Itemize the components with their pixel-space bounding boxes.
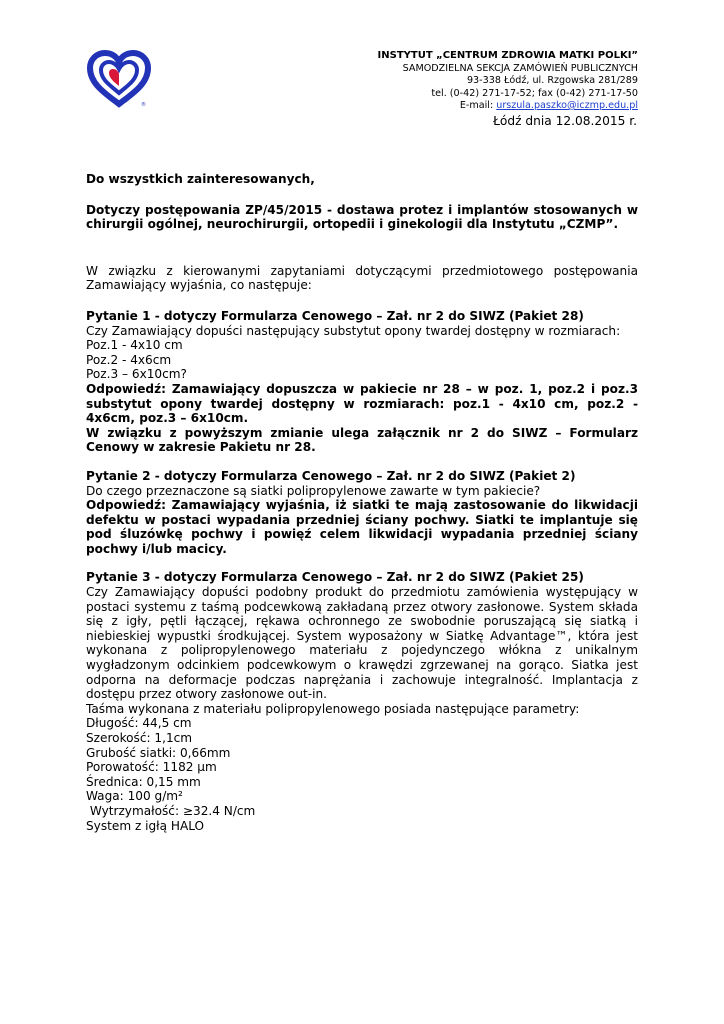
parameter-width: Szerokość: 1,1cm — [86, 731, 193, 745]
email-link[interactable]: urszula.paszko@iczmp.edu.pl — [496, 100, 638, 111]
email-line — [378, 100, 638, 113]
parameters-intro: Taśma wykonana z materiału polipropylenowego posiada następujące parametry: — [86, 701, 580, 716]
document-date: Łódź dnia 12.08.2015 r. — [493, 114, 637, 128]
parameter-weight: Waga: 100 g/m² — [86, 789, 183, 804]
parameter-porosity: Porowatość: 1182 µm — [86, 760, 217, 775]
institution-name: INSTYTUT „CENTRUM ZDROWIA MATKI POLKI” — [377, 50, 638, 61]
parameter-strength: Wytrzymałość: ≥32.4 N/cm — [86, 803, 256, 818]
svg-text:®: ® — [141, 102, 146, 108]
question-1-item: Poz.1 - 4x10 cm — [86, 338, 183, 353]
subject: Dotyczy postępowania ZP/45/2015 - dostawa protez i implantów stosowanych w chirurgii ogólnej, neurochirurgii, ortopedii i ginekologii dla Instytutu „CZMP”. — [86, 202, 638, 232]
question-1-item: Poz.2 - 4x6cm — [86, 352, 172, 367]
letterhead — [378, 50, 638, 113]
parameter-length: Długość: 44,5 cm — [86, 716, 192, 731]
parameter-system: System z igłą HALO — [86, 818, 205, 833]
question-2-text: Do czego przeznaczone są siatki polipropylenowe zawarte w tym pakiecie? — [86, 483, 541, 498]
question-3-title: Pytanie 3 - dotyczy Formularza Cenowego – Zał. nr 2 do SIWZ (Pakiet 25) — [86, 570, 584, 585]
parameter-thickness: Grubość siatki: 0,66mm — [86, 745, 231, 760]
answer-1-note: W związku z powyższym zmianie ulega załącznik nr 2 do SIWZ – Formularz Cenowy w zakresie Pakietu nr 28. — [86, 425, 638, 455]
document-body — [86, 172, 638, 833]
address: 93-338 Łódź, ul. Rzgowska 281/289 — [466, 75, 638, 86]
question-1-item: Poz.3 – 6x10cm? — [86, 367, 187, 382]
question-2-title: Pytanie 2 - dotyczy Formularza Cenowego – Zał. nr 2 do SIWZ (Pakiet 2) — [86, 468, 576, 483]
question-1-title: Pytanie 1 - dotyczy Formularza Cenowego – Zał. nr 2 do SIWZ (Pakiet 28) — [86, 308, 584, 323]
section-name: SAMODZIELNA SEKCJA ZAMÓWIEŃ PUBLICZNYCH — [402, 62, 638, 74]
phone-fax: tel. (0-42) 271-17-52; fax (0-42) 271-17-50 — [431, 87, 638, 99]
heart-logo-icon — [86, 50, 152, 108]
intro-paragraph: W związku z kierowanymi zapytaniami dotyczącymi przedmiotowego postępowania Zamawiający wyjaśnia, co następuje: — [86, 263, 638, 293]
answer-1: Odpowiedź: Zamawiający dopuszcza w pakiecie nr 28 – w poz. 1, poz.2 i poz.3 substytut opony twardej dostępny w rozmiarach: poz.1 - 4x10 cm, poz.2 - 4x6cm, poz.3 – 6x10cm. — [86, 381, 638, 426]
question-1-text: Czy Zamawiający dopuści następujący substytut opony twardej dostępny w rozmiarach: — [86, 323, 621, 338]
institute-logo — [86, 50, 152, 108]
question-3-text: Czy Zamawiający dopuści podobny produkt do przedmiotu zamówienia występujący w postaci systemu z taśmą podcewkową zakładaną przez otwory zasłonowe. System składa się z igły, pętli łączącej, rękawa ochronnego ze swobodnie poruszającą się siatką i niebieskiej wypustki środkującej. System wyposażony w Siatkę Advantage™, która jest wykonana z polipropylenowego materiału z pojedynczego włókna z unikalnym wygładzonym odcinkiem podcewkowym o krawędzi zgrzewanej na gorąco. Siatka jest odporna na deformacje podczas naprężania i zachowuje integralność. Implantacja z dostępu przez otwory zasłonowe out-in. — [86, 585, 638, 702]
greeting: Do wszystkich zainteresowanych, — [86, 172, 315, 186]
parameter-diameter: Średnica: 0,15 mm — [86, 774, 201, 789]
answer-2: Odpowiedź: Zamawiający wyjaśnia, iż siatki te mają zastosowanie do likwidacji defektu w postaci wypadania przedniej ściany pochwy. Siatki te implantuje się pod śluzówkę pochwy i powięź celem likwidacji wypadania przedniej ściany pochwy i/lub macicy. — [86, 498, 638, 556]
email-label: E-mail: — [459, 100, 497, 111]
